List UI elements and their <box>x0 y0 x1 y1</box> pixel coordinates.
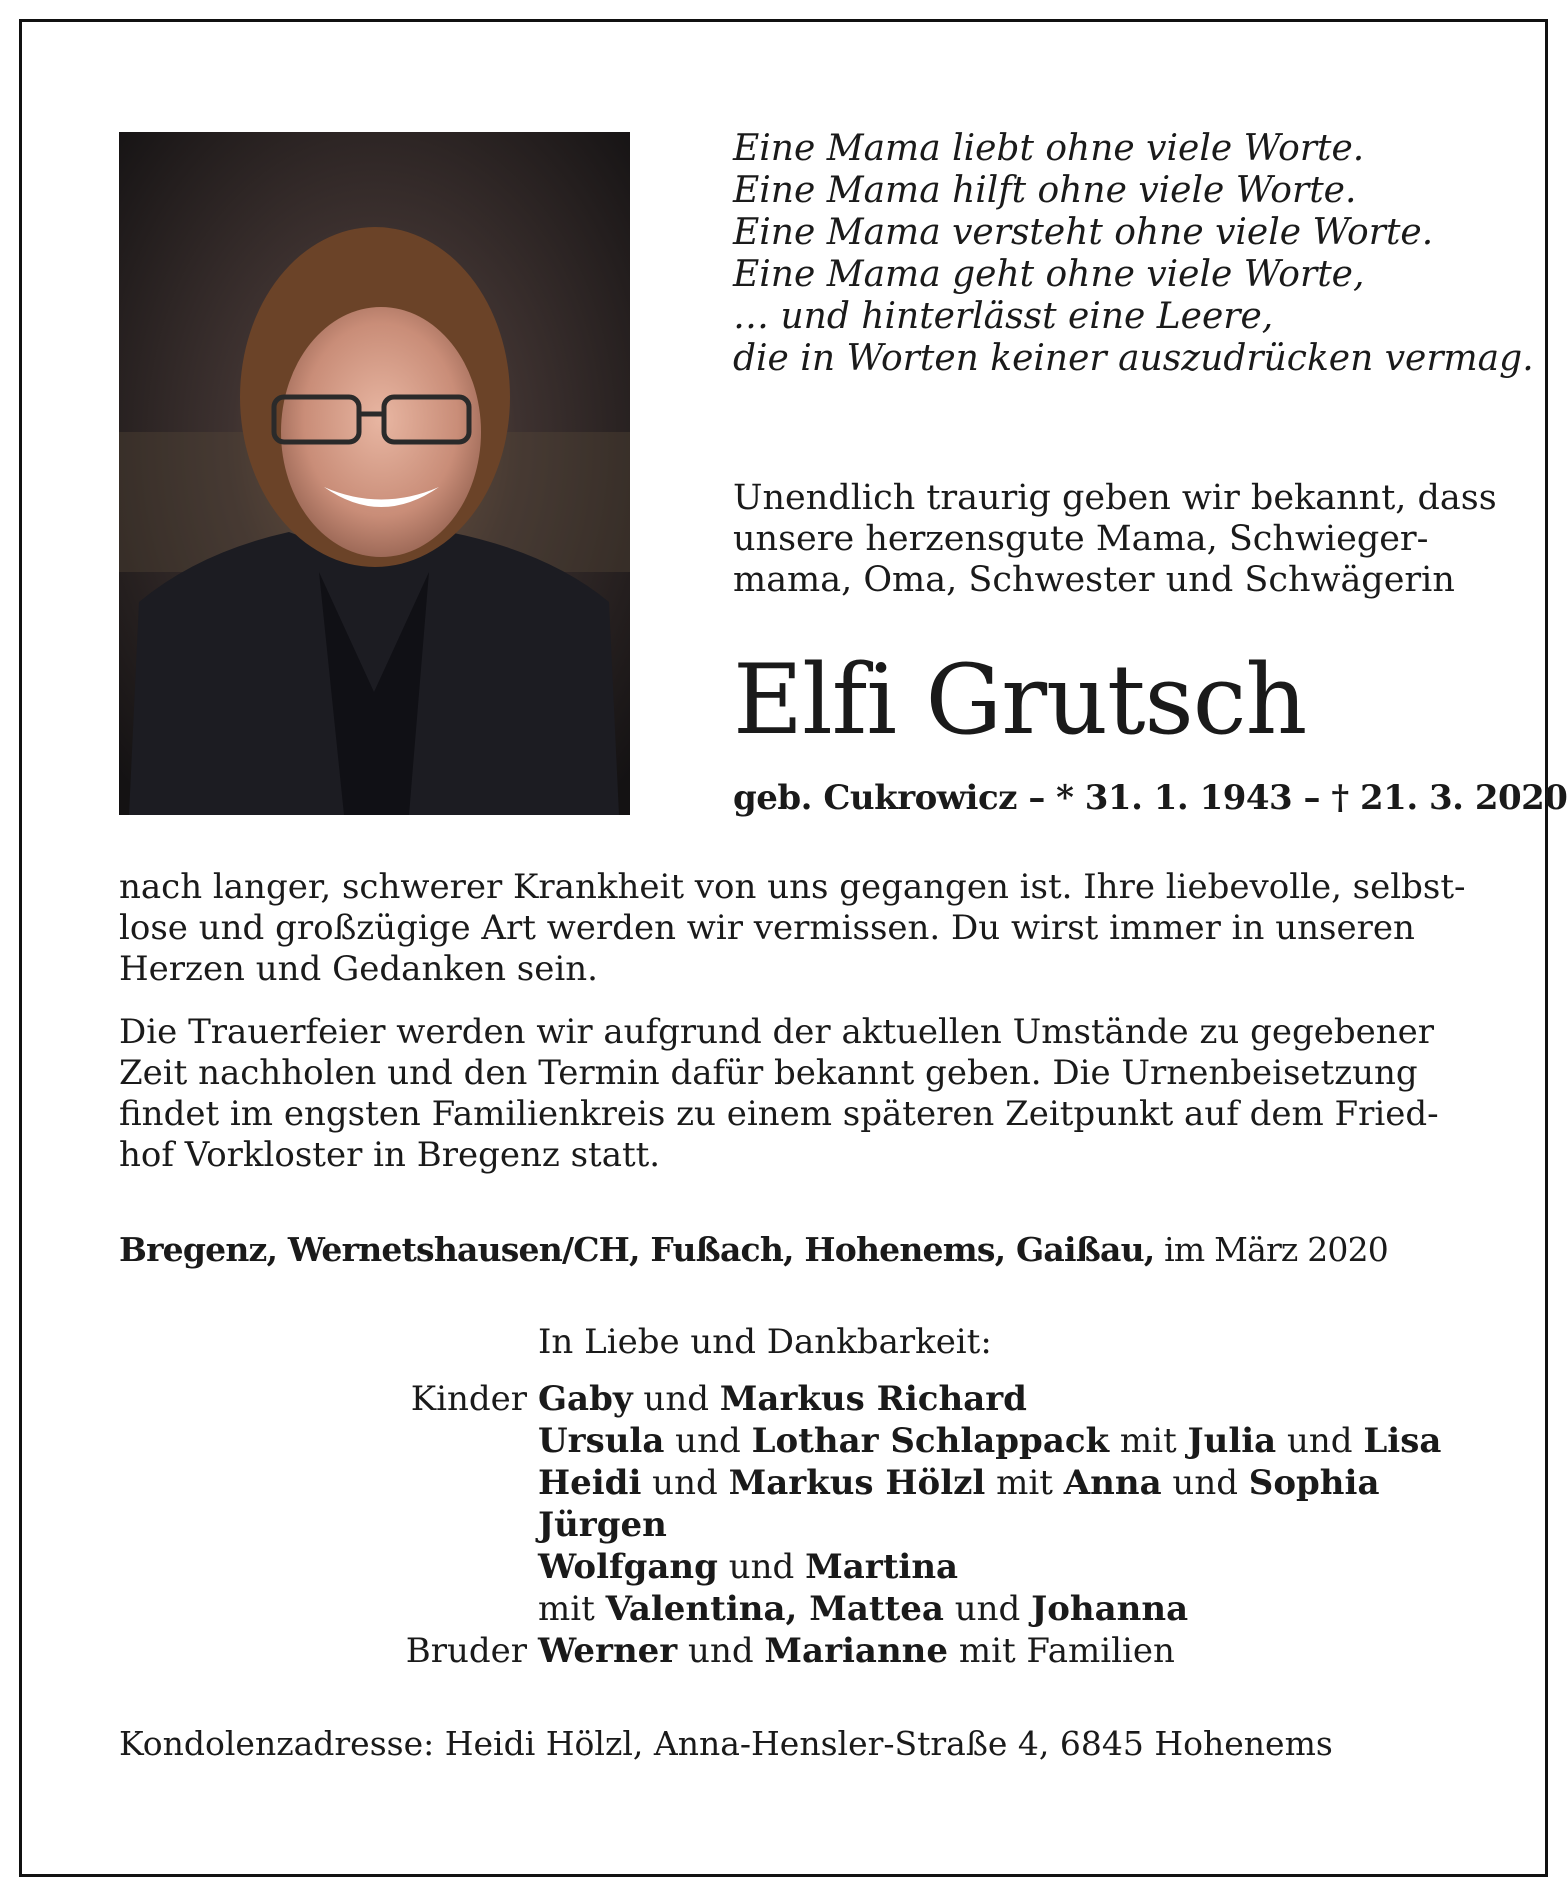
paragraph-line: findet im engsten Familienkreis zu einem späteren Zeitpunkt auf dem Fried- <box>119 1094 1439 1134</box>
connector: und <box>943 1589 1032 1629</box>
paragraph-illness <box>119 867 1466 990</box>
relation-label: Kinder <box>410 1379 527 1419</box>
family-name: Wolfgang <box>538 1547 718 1587</box>
poem <box>733 128 1534 380</box>
announcement-line: mama, Oma, Schwester und Schwägerin <box>733 560 1455 600</box>
connector: und <box>641 1463 729 1503</box>
family-name: Sophia <box>1248 1463 1380 1503</box>
family-name: Jürgen <box>538 1505 667 1545</box>
poem-line: … und hinterlässt eine Leere, <box>733 296 1274 337</box>
connector: und <box>632 1379 720 1419</box>
family-row <box>0 1630 1567 1672</box>
family-name: Werner <box>538 1631 678 1671</box>
connector: mit <box>538 1589 606 1629</box>
family-row <box>0 1546 1567 1588</box>
connector: und <box>664 1421 752 1461</box>
connector: und <box>717 1547 806 1587</box>
family-name: Anna <box>1063 1463 1162 1503</box>
poem-line: Eine Mama versteht ohne viele Worte. <box>733 212 1434 253</box>
announcement-line: unsere herzensgute Mama, Schwieger- <box>733 519 1429 559</box>
date: im März 2020 <box>1154 1230 1388 1269</box>
connector: und <box>1276 1421 1364 1461</box>
places-and-date <box>119 1230 1388 1269</box>
deceased-name: Elfi Grutsch <box>733 644 1307 756</box>
relation-label: Bruder <box>405 1631 527 1671</box>
paragraph-line: Die Trauerfeier werden wir aufgrund der aktuellen Umstände zu gegebener <box>119 1012 1435 1052</box>
paragraph-line: Herzen und Gedanken sein. <box>119 949 598 989</box>
portrait-photo <box>119 132 630 815</box>
family-row <box>0 1420 1567 1462</box>
family-name: Lothar Schlappack <box>751 1421 1110 1461</box>
connector: und <box>1161 1463 1249 1503</box>
family-name: Marianne <box>764 1631 949 1671</box>
poem-line: die in Worten keiner auszudrücken vermag. <box>733 338 1534 379</box>
family-name: Heidi <box>538 1463 642 1503</box>
family-name: Johanna <box>1031 1589 1189 1629</box>
thanks-line: In Liebe und Dankbarkeit: <box>538 1322 992 1362</box>
places: Bregenz, Wernetshausen/CH, Fußach, Hohenems, Gaißau, <box>119 1230 1155 1269</box>
family-row <box>0 1588 1567 1630</box>
family-row <box>0 1462 1567 1504</box>
paragraph-funeral <box>119 1012 1449 1176</box>
family-name: Markus Richard <box>719 1379 1027 1419</box>
paragraph-line: lose und großzügige Art werden wir vermissen. Du wirst immer in unseren <box>119 908 1415 948</box>
family-row <box>0 1378 1567 1420</box>
family-name: Gaby <box>538 1379 633 1419</box>
poem-line: Eine Mama hilft ohne viele Worte. <box>733 170 1357 211</box>
condolence-address: Kondolenzadresse: Heidi Hölzl, Anna-Hensler-Straße 4, 6845 Hohenems <box>119 1724 1333 1763</box>
poem-line: Eine Mama geht ohne viele Worte, <box>733 254 1365 295</box>
announcement-line: Unendlich traurig geben wir bekannt, dass <box>733 478 1497 518</box>
birth-death-dates: geb. Cukrowicz – * 31. 1. 1943 – † 21. 3. 2020 <box>733 778 1567 818</box>
paragraph-line: hof Vorkloster in Bregenz statt. <box>119 1135 661 1175</box>
family-row <box>0 1504 1567 1546</box>
family-name: Julia <box>1187 1421 1277 1461</box>
family-name: Martina <box>805 1547 959 1587</box>
connector: mit <box>985 1463 1064 1503</box>
connector: und <box>677 1631 765 1671</box>
announcement <box>733 478 1497 601</box>
family-name: Valentina, Mattea <box>605 1589 944 1629</box>
connector: mit Familien <box>948 1631 1175 1671</box>
family-name: Lisa <box>1363 1421 1442 1461</box>
family-list <box>0 1378 1567 1672</box>
connector: mit <box>1109 1421 1188 1461</box>
family-name: Ursula <box>538 1421 665 1461</box>
paragraph-line: nach langer, schwerer Krankheit von uns gegangen ist. Ihre liebevolle, selbst- <box>119 867 1466 907</box>
paragraph-line: Zeit nachholen und den Termin dafür bekannt geben. Die Urnenbeisetzung <box>119 1053 1418 1093</box>
family-name: Markus Hölzl <box>728 1463 986 1503</box>
poem-line: Eine Mama liebt ohne viele Worte. <box>733 128 1365 169</box>
